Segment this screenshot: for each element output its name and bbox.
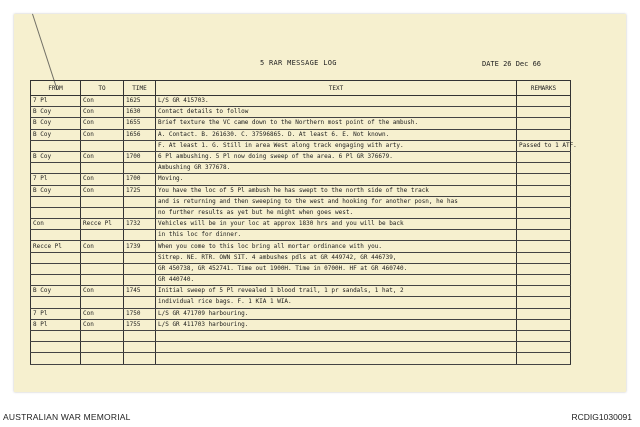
cell-text: [156, 353, 517, 364]
cell-to: [81, 163, 124, 174]
cell-text: GR 450738, GR 452741. Time out 1900H. Time in 0700H. HF at GR 460740.: [156, 263, 517, 274]
table-row: [31, 129, 571, 140]
cell-from: B Coy: [31, 286, 81, 297]
cell-from: B Coy: [31, 118, 81, 129]
cell-from: [31, 196, 81, 207]
cell-remarks: [517, 96, 571, 107]
cell-time: [124, 163, 156, 174]
cell-time: 1745: [124, 286, 156, 297]
cell-text: and is returning and then sweeping to the west and hooking for another posn, he has: [156, 196, 517, 207]
message-log-table: [30, 80, 577, 365]
cell-to: [81, 297, 124, 308]
table-row: [31, 140, 571, 151]
log-date: DATE 26 Dec 66: [482, 60, 542, 68]
cell-from: [31, 163, 81, 174]
cell-to: Con: [81, 96, 124, 107]
cell-text: [156, 342, 517, 353]
cell-time: [124, 330, 156, 341]
cell-remarks: [517, 263, 571, 274]
cell-text: [156, 330, 517, 341]
cell-text: Moving.: [156, 174, 517, 185]
cell-time: [124, 196, 156, 207]
cell-time: 1655: [124, 118, 156, 129]
cell-text: Contact details to follow: [156, 107, 517, 118]
cell-to: Con: [81, 319, 124, 330]
cell-from: B Coy: [31, 129, 81, 140]
cell-time: [124, 207, 156, 218]
cell-text: A. Contact. B. 261630. C. 37596865. D. At least 6. E. Not known.: [156, 129, 517, 140]
cell-from: [31, 330, 81, 341]
cell-remarks: [517, 252, 571, 263]
cell-to: Con: [81, 286, 124, 297]
table-row: [31, 174, 571, 185]
cell-from: [31, 140, 81, 151]
table-row: [31, 151, 571, 162]
paper-fold-line: [32, 14, 58, 90]
cell-remarks: Passed to 1 ATF.: [517, 140, 571, 151]
table-row: [31, 163, 571, 174]
cell-remarks: [517, 286, 571, 297]
cell-remarks: [517, 308, 571, 319]
cell-time: 1750: [124, 308, 156, 319]
table-row: [31, 297, 571, 308]
cell-to: Recce Pl: [81, 219, 124, 230]
cell-text: Sitrep. NE. RTR. OWN SIT. 4 ambushes pdls at GR 449742, GR 446739,: [156, 252, 517, 263]
header-text: TEXT: [156, 81, 517, 96]
cell-to: Con: [81, 308, 124, 319]
table-row: [31, 118, 571, 129]
cell-text: You have the loc of 5 Pl ambush he has swept to the north side of the track: [156, 185, 517, 196]
table-row: [31, 286, 571, 297]
cell-text: no further results as yet but he might when goes west.: [156, 207, 517, 218]
table-row: [31, 319, 571, 330]
cell-text: When you come to this loc bring all mortar ordinance with you.: [156, 241, 517, 252]
table-row: [31, 219, 571, 230]
table-row: [31, 263, 571, 274]
cell-to: [81, 342, 124, 353]
cell-from: [31, 275, 81, 286]
cell-remarks: [517, 275, 571, 286]
cell-remarks: [517, 107, 571, 118]
cell-remarks: [517, 330, 571, 341]
table-header-row: [31, 81, 571, 96]
cell-remarks: [517, 151, 571, 162]
cell-to: Con: [81, 241, 124, 252]
table-row: [31, 107, 571, 118]
cell-remarks: [517, 185, 571, 196]
cell-remarks: [517, 353, 571, 364]
cell-time: 1630: [124, 107, 156, 118]
cell-to: [81, 196, 124, 207]
cell-time: 1700: [124, 151, 156, 162]
cell-text: L/S GR 415703.: [156, 96, 517, 107]
table-row: [31, 330, 571, 341]
cell-from: B Coy: [31, 107, 81, 118]
cell-from: [31, 342, 81, 353]
cell-from: [31, 297, 81, 308]
table-row: [31, 308, 571, 319]
cell-remarks: [517, 219, 571, 230]
cell-remarks: [517, 319, 571, 330]
cell-to: [81, 353, 124, 364]
cell-time: 1700: [124, 174, 156, 185]
cell-time: [124, 140, 156, 151]
table-row: [31, 207, 571, 218]
cell-to: Con: [81, 151, 124, 162]
cell-time: [124, 275, 156, 286]
cell-remarks: [517, 129, 571, 140]
cell-text: L/S GR 471709 harbouring.: [156, 308, 517, 319]
cell-remarks: [517, 241, 571, 252]
cell-text: Initial sweep of 5 Pl revealed 1 blood trail, 1 pr sandals, 1 hat, 2: [156, 286, 517, 297]
cell-time: 1732: [124, 219, 156, 230]
table-row: [31, 342, 571, 353]
table-row: [31, 353, 571, 364]
cell-to: Con: [81, 118, 124, 129]
cell-time: 1755: [124, 319, 156, 330]
cell-time: 1739: [124, 241, 156, 252]
cell-from: B Coy: [31, 185, 81, 196]
document-sheet: [14, 14, 626, 392]
cell-text: Ambushing GR 377678.: [156, 163, 517, 174]
cell-to: Con: [81, 129, 124, 140]
cell-to: [81, 230, 124, 241]
table-row: [31, 196, 571, 207]
cell-remarks: [517, 207, 571, 218]
cell-from: 7 Pl: [31, 96, 81, 107]
table-row: [31, 275, 571, 286]
cell-from: [31, 207, 81, 218]
cell-text: Brief texture the VC came down to the Northern most point of the ambush.: [156, 118, 517, 129]
cell-to: [81, 275, 124, 286]
cell-to: [81, 207, 124, 218]
header-remarks: REMARKS: [517, 81, 571, 96]
cell-from: Recce Pl: [31, 241, 81, 252]
cell-remarks: [517, 230, 571, 241]
cell-from: Con: [31, 219, 81, 230]
header-to: TO: [81, 81, 124, 96]
table-row: [31, 185, 571, 196]
cell-remarks: [517, 342, 571, 353]
document-id: RCDIG1030091: [571, 412, 632, 422]
cell-to: Con: [81, 185, 124, 196]
cell-to: [81, 140, 124, 151]
cell-from: B Coy: [31, 151, 81, 162]
cell-from: [31, 252, 81, 263]
cell-remarks: [517, 196, 571, 207]
cell-from: [31, 230, 81, 241]
cell-to: Con: [81, 174, 124, 185]
cell-text: F. At least 1. G. Still in area West along track engaging with arty.: [156, 140, 517, 151]
cell-time: 1625: [124, 96, 156, 107]
cell-to: [81, 330, 124, 341]
cell-time: [124, 263, 156, 274]
cell-from: [31, 263, 81, 274]
table-body: [31, 96, 577, 365]
cell-from: 7 Pl: [31, 308, 81, 319]
table-row: [31, 241, 571, 252]
table-row: [31, 252, 571, 263]
cell-from: 8 Pl: [31, 319, 81, 330]
cell-from: 7 Pl: [31, 174, 81, 185]
cell-remarks: [517, 174, 571, 185]
cell-time: [124, 342, 156, 353]
table-row: [31, 96, 571, 107]
cell-text: in this loc for dinner.: [156, 230, 517, 241]
cell-remarks: [517, 163, 571, 174]
cell-text: individual rice bags. F. 1 KIA 1 WIA.: [156, 297, 517, 308]
cell-time: [124, 297, 156, 308]
cell-text: Vehicles will be in your loc at approx 1830 hrs and you will be back: [156, 219, 517, 230]
cell-time: [124, 230, 156, 241]
cell-time: 1725: [124, 185, 156, 196]
log-title: 5 RAR MESSAGE LOG: [260, 59, 337, 67]
cell-from: [31, 353, 81, 364]
cell-to: [81, 263, 124, 274]
cell-time: 1656: [124, 129, 156, 140]
cell-remarks: [517, 297, 571, 308]
cell-time: [124, 252, 156, 263]
cell-time: [124, 353, 156, 364]
cell-text: 6 Pl ambushing. 5 Pl now doing sweep of the area. 6 Pl GR 376679.: [156, 151, 517, 162]
header-time: TIME: [124, 81, 156, 96]
cell-text: GR 440740.: [156, 275, 517, 286]
cell-to: [81, 252, 124, 263]
archive-credit: AUSTRALIAN WAR MEMORIAL: [3, 412, 131, 422]
cell-to: Con: [81, 107, 124, 118]
cell-remarks: [517, 118, 571, 129]
header-from: FROM: [31, 81, 81, 96]
table-row: [31, 230, 571, 241]
cell-text: L/S GR 411703 harbouring.: [156, 319, 517, 330]
